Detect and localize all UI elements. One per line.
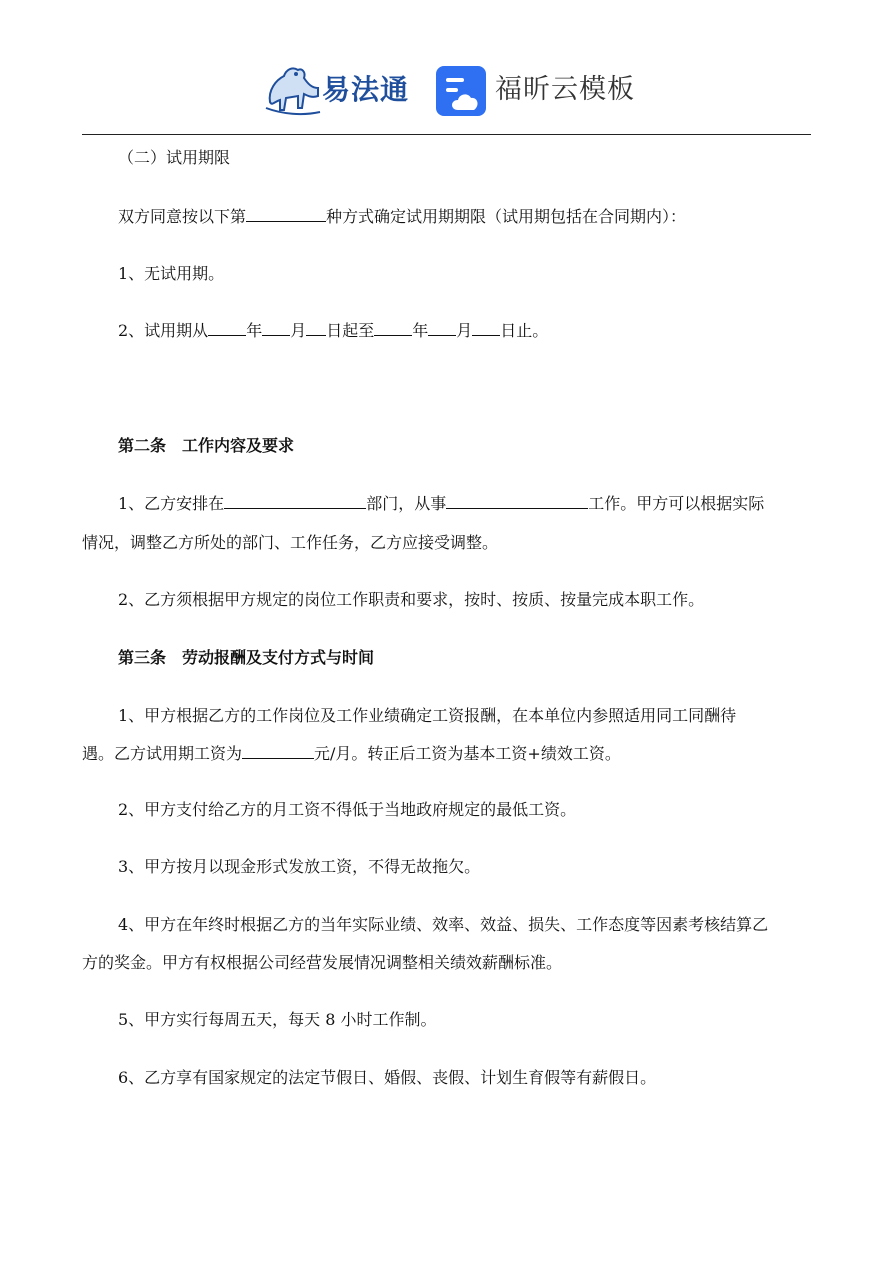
article-3-para-5: 5、甲方实行每周五天，每天 8 小时工作制。 xyxy=(118,1010,437,1029)
probation-option-2 xyxy=(82,311,848,351)
probation-option-2-text-f: 月 xyxy=(456,321,473,340)
probation-option-1: 1、无试用期。 xyxy=(118,264,225,283)
probation-intro xyxy=(82,197,848,237)
logo-yifatong-text: 易法通 xyxy=(322,73,410,106)
article-2-para-1-line-1 xyxy=(82,484,848,524)
article-3-para-2: 2、甲方支付给乙方的月工资不得低于当地政府规定的最低工资。 xyxy=(118,800,577,819)
probation-intro-text-a: 双方同意按以下第 xyxy=(118,207,247,226)
end-year-blank xyxy=(374,321,412,336)
start-month-blank xyxy=(262,321,290,336)
probation-option-2-text-a: 2、试用期从 xyxy=(118,321,209,340)
article-3-para-6: 6、乙方享有国家规定的法定节假日、婚假、丧假、计划生育假等有薪假日。 xyxy=(118,1068,657,1087)
article-3-para-1-text-a: 遇。乙方试用期工资为 xyxy=(82,744,243,763)
page-header xyxy=(0,0,893,136)
article-3-para-1-line-2 xyxy=(82,734,812,774)
probation-intro-text-b: 种方式确定试用期期限（试用期包括在合同期内）： xyxy=(326,207,687,226)
article-3-para-4-line-1: 4、甲方在年终时根据乙方的当年实际业绩、效率、效益、损失、工作态度等因素考核结算乙 xyxy=(118,915,769,934)
article-3-para-4-line-2: 方的奖金。甲方有权根据公司经营发展情况调整相关绩效薪酬标准。 xyxy=(82,953,563,972)
article-3-heading: 第三条 劳动报酬及支付方式与时间 xyxy=(118,648,375,667)
probation-method-blank xyxy=(246,207,326,222)
job-blank xyxy=(446,494,588,509)
article-2-para-2: 2、乙方须根据甲方规定的岗位工作职责和要求，按时、按质、按量完成本职工作。 xyxy=(118,590,705,609)
probation-option-2-text-b: 年 xyxy=(246,321,263,340)
article-2-para-1-text-a: 1、乙方安排在 xyxy=(118,494,225,513)
article-2-heading: 第二条 工作内容及要求 xyxy=(118,436,295,455)
article-2-para-1-text-b: 部门，从事 xyxy=(366,494,447,513)
article-3-para-1-text-b: 元/月。转正后工资为基本工资+绩效工资。 xyxy=(314,744,621,763)
probation-option-2-text-g: 日止。 xyxy=(500,321,549,340)
article-3-para-1-line-1: 1、甲方根据乙方的工作岗位及工作业绩确定工资报酬，在本单位内参照适用同工同酬待 xyxy=(118,706,737,725)
end-month-blank xyxy=(428,321,456,336)
probation-heading: （二）试用期限 xyxy=(118,148,231,167)
probation-option-2-text-d: 日起至 xyxy=(326,321,375,340)
header-divider xyxy=(82,134,811,135)
article-2-para-1-text-c: 工作。甲方可以根据实际 xyxy=(588,494,765,513)
start-year-blank xyxy=(208,321,246,336)
logo-fuxin-text: 福昕云模板 xyxy=(495,74,635,105)
probation-salary-blank xyxy=(242,744,314,759)
start-day-blank xyxy=(306,321,326,336)
article-2-para-1-line-2: 情况，调整乙方所处的部门、工作任务，乙方应接受调整。 xyxy=(82,533,499,552)
department-blank xyxy=(224,494,366,509)
end-day-blank xyxy=(472,321,500,336)
probation-option-2-text-e: 年 xyxy=(412,321,429,340)
article-3-para-3: 3、甲方按月以现金形式发放工资，不得无故拖欠。 xyxy=(118,857,481,876)
probation-option-2-text-c: 月 xyxy=(290,321,307,340)
